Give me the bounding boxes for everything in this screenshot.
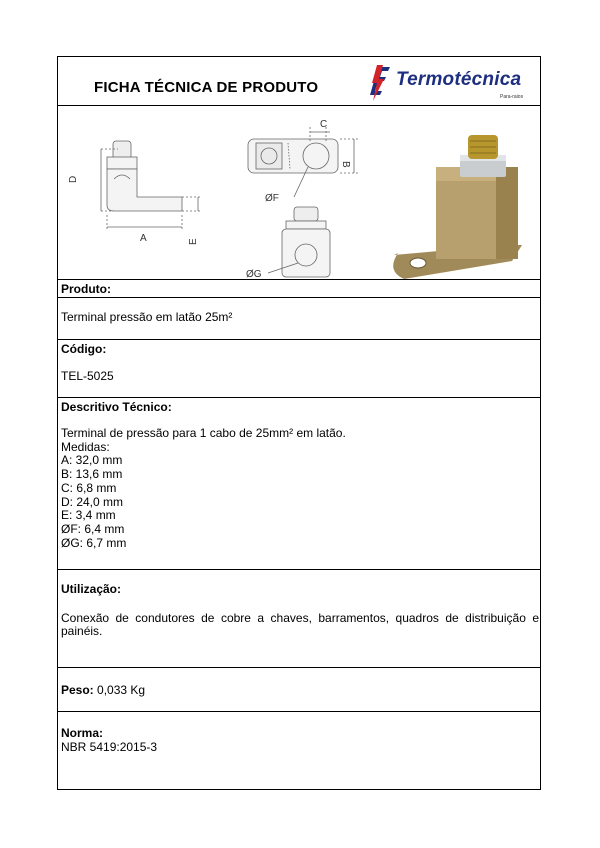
measures-title: Medidas: bbox=[61, 439, 110, 454]
usage-label: Utilização: bbox=[61, 582, 122, 596]
brand-logo bbox=[368, 63, 538, 103]
weight-value: 0,033 Kg bbox=[97, 683, 146, 697]
measure-c: C: 6,8 mm bbox=[61, 480, 117, 495]
dim-label-e: E bbox=[188, 238, 199, 245]
dim-label-b: B bbox=[340, 161, 351, 168]
dim-label-f: ØF bbox=[265, 193, 279, 204]
brand-tagline: Para-raios bbox=[500, 94, 524, 100]
side-view-drawing bbox=[101, 141, 202, 231]
norm-label: Norma: bbox=[61, 726, 104, 740]
dim-label-c: C bbox=[320, 119, 328, 130]
weight-label: Peso: bbox=[61, 683, 94, 697]
front-view-drawing bbox=[268, 207, 330, 277]
measure-a: A: 32,0 mm bbox=[61, 453, 123, 468]
divider bbox=[58, 279, 540, 280]
brand-mark-icon bbox=[368, 63, 396, 103]
divider bbox=[58, 397, 540, 398]
usage-value: Conexão de condutores de cobre a chaves, barramentos, quadros de distribuição e painéis. bbox=[61, 611, 539, 638]
measure-b: B: 13,6 mm bbox=[61, 467, 123, 482]
code-value: TEL-5025 bbox=[61, 369, 114, 383]
norm-value: NBR 5419:2015-3 bbox=[61, 740, 158, 754]
spec-sheet bbox=[57, 56, 541, 790]
divider bbox=[58, 569, 540, 570]
technical-label: Descritivo Técnico: bbox=[61, 400, 172, 414]
product-label: Produto: bbox=[61, 282, 111, 296]
divider bbox=[58, 339, 540, 340]
weight-row bbox=[61, 683, 145, 697]
dim-label-d: D bbox=[68, 175, 79, 183]
page-title: FICHA TÉCNICA DE PRODUTO bbox=[94, 79, 319, 96]
measure-d: D: 24,0 mm bbox=[61, 494, 124, 509]
dim-label-a: A bbox=[140, 233, 147, 244]
product-value: Terminal pressão em latão 25m² bbox=[61, 310, 233, 324]
divider bbox=[58, 667, 540, 668]
product-photo bbox=[393, 135, 522, 279]
divider bbox=[58, 297, 540, 298]
technical-description bbox=[61, 427, 346, 550]
technical-drawings bbox=[58, 105, 540, 279]
dim-label-g: ØG bbox=[246, 269, 262, 279]
technical-intro: Terminal de pressão para 1 cabo de 25mm² em latão. bbox=[61, 426, 346, 440]
measure-f: ØF: 6,4 mm bbox=[61, 521, 125, 536]
measure-g: ØG: 6,7 mm bbox=[61, 535, 127, 550]
divider bbox=[58, 711, 540, 712]
measure-e: E: 3,4 mm bbox=[61, 508, 116, 523]
code-label: Código: bbox=[61, 342, 107, 356]
brand-name: Termotécnica bbox=[396, 69, 522, 90]
